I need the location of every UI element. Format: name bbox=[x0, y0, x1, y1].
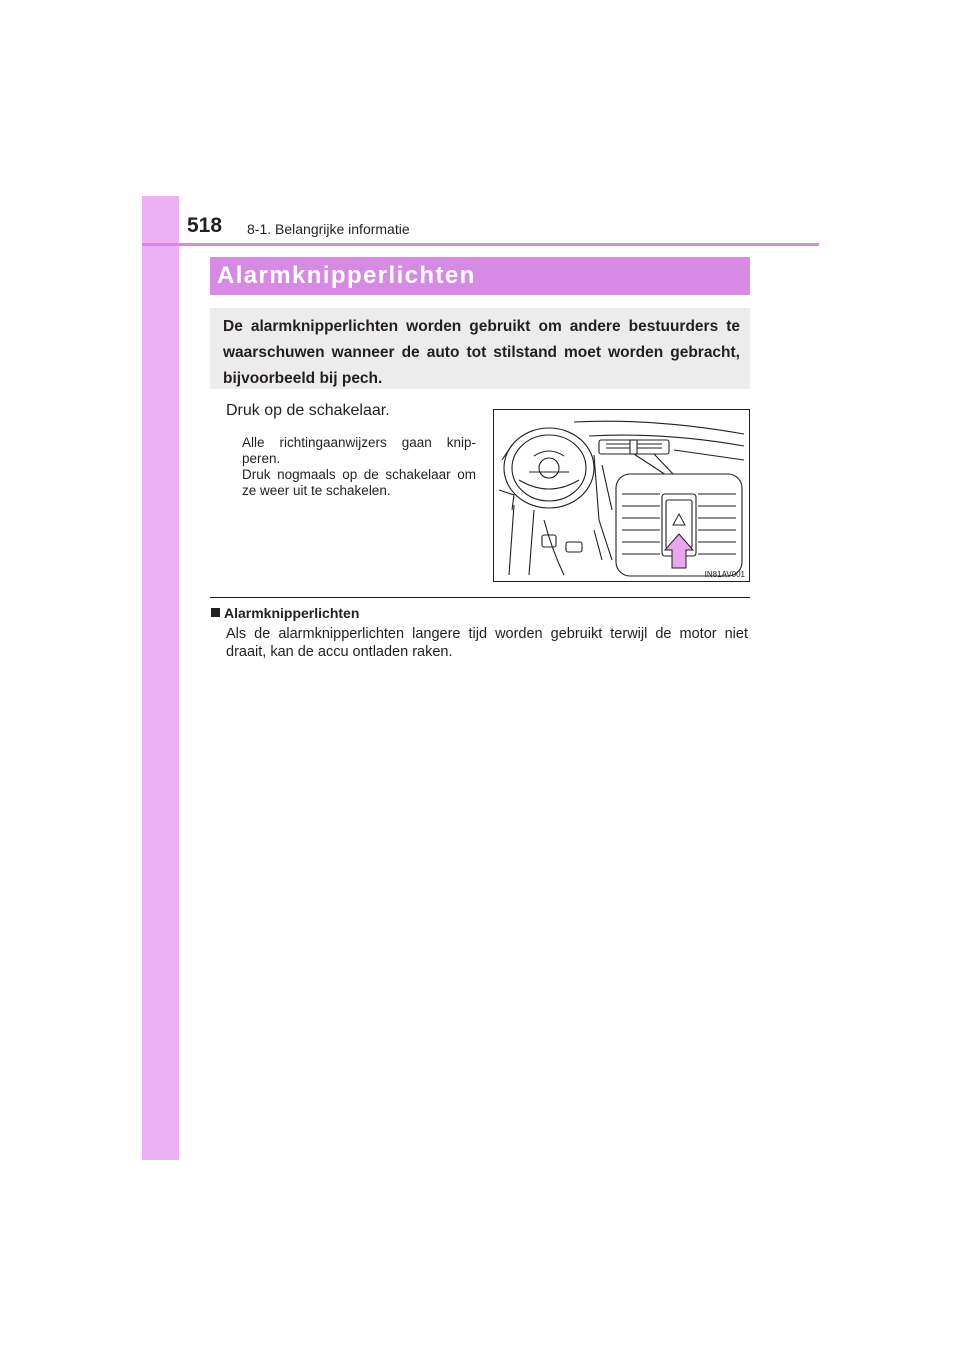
dashboard-drawing bbox=[494, 410, 749, 581]
instruction-details bbox=[242, 435, 476, 499]
page-number: 518 bbox=[187, 214, 223, 237]
note-divider bbox=[210, 597, 750, 598]
note-heading bbox=[211, 605, 359, 621]
section-title-bar bbox=[210, 257, 750, 295]
intro-box: De alarmknipperlichten worden gebruikt om andere bestuurders te waarschuwen wanneer de auto tot stilstand moet worden gebracht, bijvoorbeeld bij pech. bbox=[210, 308, 750, 389]
header-rule bbox=[142, 243, 819, 246]
section-reference: 8-1. Belangrijke informatie bbox=[247, 221, 410, 237]
instruction-detail-1: Alle richtingaanwijzers gaan knip-peren. bbox=[242, 435, 476, 466]
section-title: Alarmknipperlichten bbox=[217, 262, 476, 289]
hazard-switch-illustration bbox=[493, 409, 750, 582]
instruction-main: Druk op de schakelaar. bbox=[226, 402, 390, 419]
chapter-side-tab bbox=[142, 196, 179, 1160]
note-text: Als de alarmknipperlichten langere tijd worden gebruikt terwijl de motor niet draait, kan de accu ontladen raken. bbox=[226, 626, 748, 660]
figure-code: IN81AV001 bbox=[704, 570, 745, 579]
instruction-detail-2: Druk nogmaals op de schakelaar om ze weer uit te schakelen. bbox=[242, 467, 476, 498]
note-heading-text: Alarmknipperlichten bbox=[224, 605, 360, 621]
square-bullet-icon bbox=[211, 608, 220, 617]
